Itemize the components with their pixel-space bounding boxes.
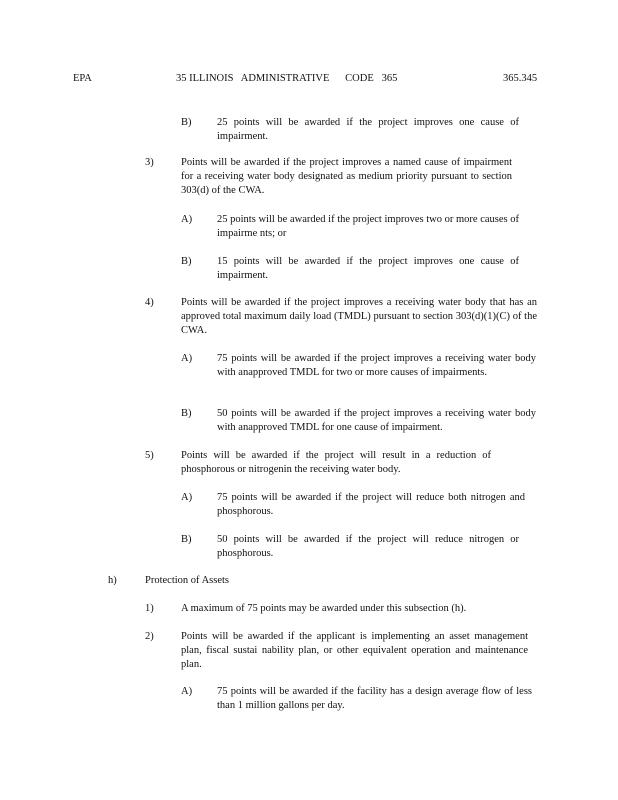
paragraph-label: 2) [145, 631, 154, 642]
paragraph-label: B) [181, 117, 192, 128]
paragraph-label: 4) [145, 297, 154, 308]
paragraph-label: A) [181, 492, 193, 503]
paragraph-label: A) [181, 353, 193, 364]
paragraph-text: 25 points will be awarded if the project improves two or more causes of impairme nts; or [217, 214, 519, 239]
paragraph-text: 75 points will be awarded if the facility has a design average flow of less than 1 million gallons per day. [217, 686, 532, 711]
paragraph-text: Protection of Assets [145, 575, 229, 586]
paragraph-text: Points will be awarded if the project improves a named cause of impairment for a receiving water body designated as medium priority pursuant to section 303(d) of the CWA. [181, 157, 512, 196]
header-right: 365.345 [503, 73, 538, 84]
paragraph-text: 75 points will be awarded if the project will reduce both nitrogen and phosphorous. [217, 492, 525, 517]
paragraph-label: h) [108, 575, 117, 586]
paragraph-label: B) [181, 534, 192, 545]
paragraph-text: 75 points will be awarded if the project improves a receiving water body with anapproved TMDL for two or more causes of impairments. [217, 353, 536, 378]
paragraph-text: A maximum of 75 points may be awarded under this subsection (h). [181, 603, 467, 614]
paragraph-label: B) [181, 256, 192, 267]
paragraph-text: 50 points will be awarded if the project will reduce nitrogen or phosphorous. [217, 534, 519, 559]
header-center: 35 ILLINOIS ADMINISTRATIVE CODE 365 [176, 73, 398, 84]
paragraph-text: 25 points will be awarded if the project improves one cause of impairment. [217, 117, 519, 142]
header-left: EPA [73, 73, 92, 84]
paragraph-text: 50 points will be awarded if the project improves a receiving water body with anapproved TMDL for one cause of impairment. [217, 408, 536, 433]
paragraph-text: Points will be awarded if the applicant is implementing an asset management plan, fiscal sustai nability plan, or other equivalent operation and maintenance plan. [181, 631, 528, 670]
paragraph-text: Points will be awarded if the project improves a receiving water body that has an approved total maximum daily load (TMDL) pursuant to section 303(d)(1)(C) of the CWA. [181, 297, 537, 336]
paragraph-label: A) [181, 214, 193, 225]
paragraph-label: A) [181, 686, 193, 697]
paragraph-label: B) [181, 408, 192, 419]
paragraph-label: 3) [145, 157, 154, 168]
paragraph-label: 5) [145, 450, 154, 461]
paragraph-text: 15 points will be awarded if the project improves one cause of impairment. [217, 256, 519, 281]
paragraph-label: 1) [145, 603, 154, 614]
paragraph-text: Points will be awarded if the project will result in a reduction of phosphorous or nitrogenin the receiving water body. [181, 450, 491, 475]
